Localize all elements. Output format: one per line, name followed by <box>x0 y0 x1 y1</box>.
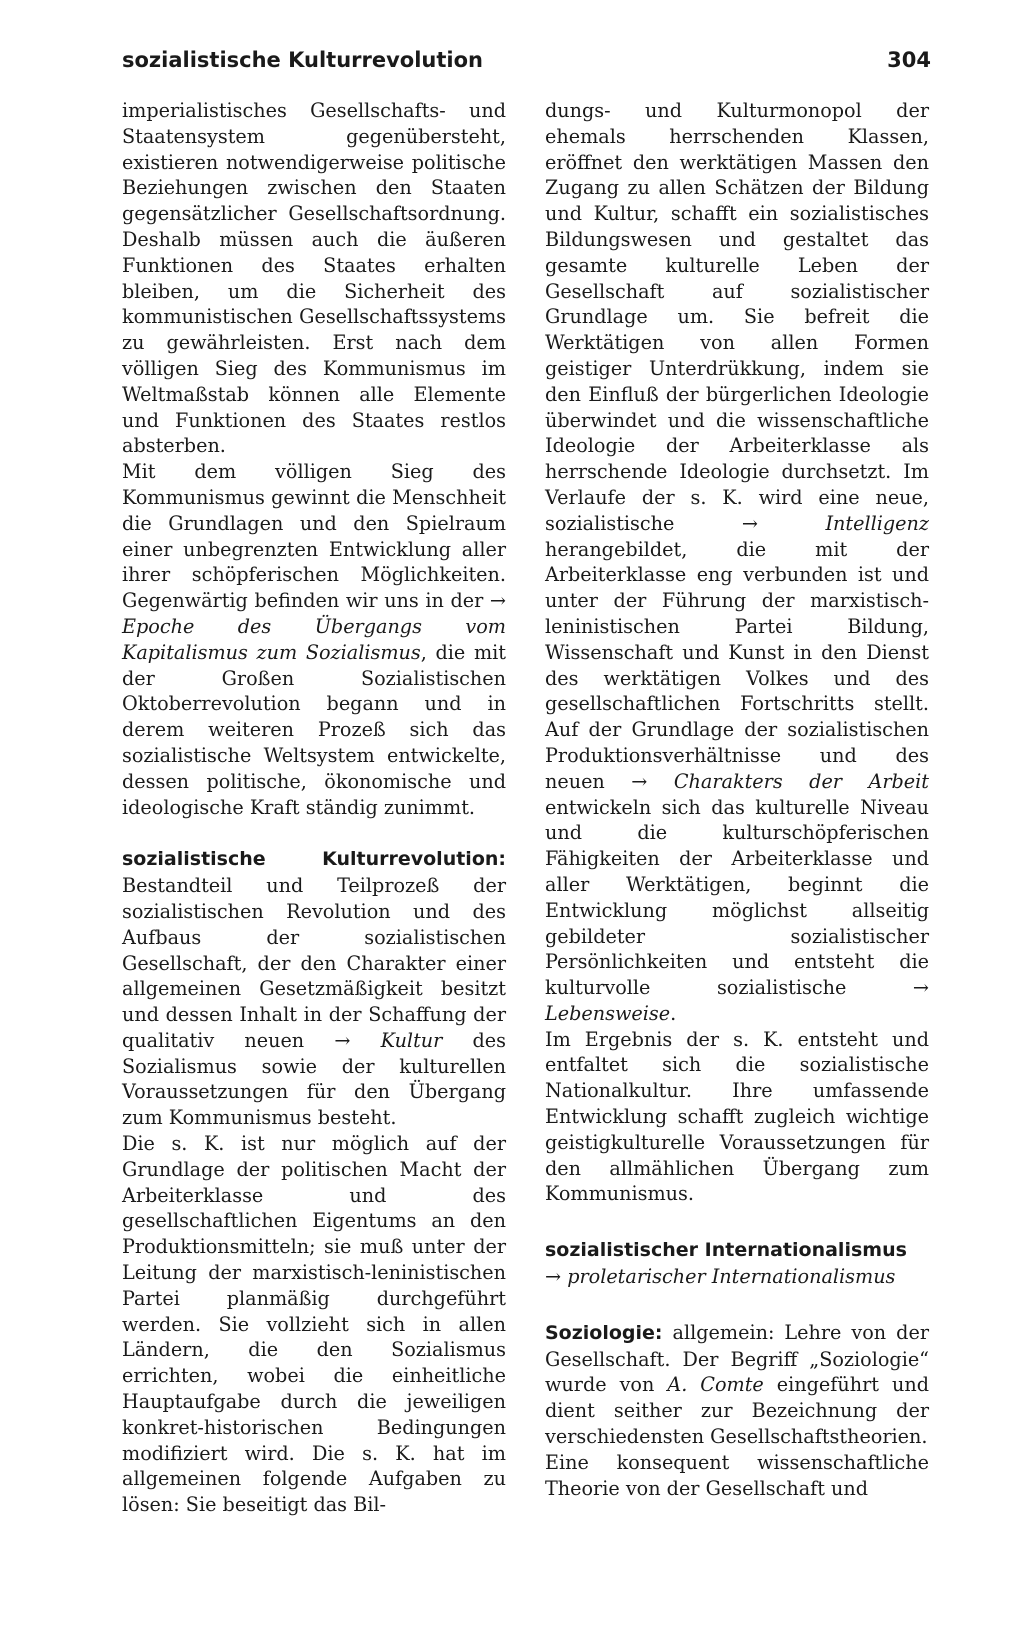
paragraph-text: Die s. K. ist nur möglich auf der Grundlage der politischen Macht der Arbeiterklasse und des gesellschaftlichen Eigentums an den Produktionsmitteln; sie muß unter der Leitung der marxistisch-leninistischen Partei planmäßig durchgeführt werden. Sie vollzieht sich in allen Ländern, die den Sozialismus errichten, wobei die einheitliche Hauptaufgabe durch die jeweiligen konkret-historischen Bedingungen modifiziert wird. Die s. K. hat im allgemeinen folgende Aufgaben zu lösen: Sie beseitigt das Bil- <box>122 1132 506 1517</box>
paragraph-text: imperialistisches Gesellschafts- und Staatensystem gegenübersteht, existieren notwendigerweise politische Beziehungen zwischen den Staaten gegensätzlicher Gesellschaftsordnung. Deshalb müssen auch die äußeren Funktionen des Staates erhalten bleiben, um die Sicherheit des kommunistischen Gesellschaftssystems zu gewährleisten. Erst nach dem völligen Sieg des Kommunismus im Weltmaßstab können alle Elemente und Funktionen des Staates restlos absterben. <box>122 99 506 458</box>
paragraph <box>122 1131 506 1518</box>
entry-internationalismus <box>545 1237 929 1290</box>
entry-headword: sozialistischer Internationalismus <box>545 1239 907 1262</box>
person-name: A. Comte <box>667 1373 764 1397</box>
paragraph <box>545 1450 929 1502</box>
paragraph-text: entwickeln sich das kulturelle Niveau und die kulturschöpferischen Fähigkeiten der Arbeiterklasse und aller Werktätigen, beginnt die Entwicklung möglichst allseitig gebildeter sozialistischer Persönlichkeiten und entsteht die kulturvolle sozialistische <box>545 795 929 1000</box>
paragraph-text: Bestandteil und Teilprozeß der sozialistischen Revolution und des Aufbaus der sozialistischen Gesellschaft, der den Charakter einer allgemeinen Gesetzmäßigkeit besitzt und dessen Inhalt in der Schaffung der qualitativ neuen <box>122 874 506 1052</box>
paragraph-text: dungs- und Kulturmonopol der ehemals herrschenden Klassen, eröffnet den werktätigen Massen den Zugang zu allen Schätzen der Bildung und Kultur, schafft ein sozialistisches Bildungswesen und gestaltet das gesamte kulturelle Leben der Gesellschaft auf sozialistischer Grundlage um. Sie befreit die Werktätigen von allen Formen geistiger Unterdrükkung, indem sie den Einfluß der bürgerlichen Ideologie überwindet und die wissenschaftliche Ideologie der Arbeiterklasse als herrschende Ideologie durchsetzt. Im Verlaufe der s. K. wird eine neue, sozialistische <box>545 99 929 535</box>
page-number: 304 <box>887 48 931 72</box>
arrow-icon: → <box>741 511 758 535</box>
entry-soziologie <box>545 1320 929 1450</box>
left-column <box>122 98 506 1518</box>
entry-headword: sozialistische Kulturrevolution: <box>122 848 506 871</box>
arrow-icon: → <box>631 769 648 793</box>
arrow-icon: → <box>912 976 929 1000</box>
running-head-title: sozialistische Kulturrevolution <box>122 48 483 72</box>
entry-kulturrevolution <box>122 846 506 1131</box>
paragraph-text: des Sozialismus sowie der kulturellen Voraussetzungen für den Übergang zum Kommunismus besteht. <box>122 1028 507 1130</box>
arrow-icon: → <box>545 1265 562 1289</box>
paragraph-text: , die mit der Großen Sozialistischen Oktoberrevolution begann und in derem weiteren Prozeß sich das sozialistische Weltsystem entwickelte, dessen politische, ökonomische und ideologische Kraft ständig zunimmt. <box>122 640 506 819</box>
paragraph-text: . <box>670 1001 677 1025</box>
cross-reference: Epoche des Übergangs vom Kapitalismus zum Sozialismus <box>122 614 506 664</box>
cross-reference: Lebensweise <box>545 1001 671 1025</box>
paragraph-text: allgemein: Lehre von der Gesellschaft. Der Begriff „Soziologie“ wurde von <box>545 1320 929 1397</box>
paragraph-text: Im Ergebnis der s. K. entsteht und entfaltet sich die sozialistische Nationalkultur. Ihre umfassende Entwicklung schafft zugleich wichtige geistigkulturelle Voraussetzungen für den allmählichen Übergang zum Kommunismus. <box>545 1027 929 1206</box>
paragraph <box>545 1027 929 1208</box>
cross-reference: proletarischer Internationalismus <box>567 1265 896 1289</box>
right-column <box>545 98 929 1501</box>
arrow-icon: → <box>489 589 506 613</box>
arrow-icon: → <box>334 1028 351 1052</box>
entry-headword: Soziologie: <box>545 1321 663 1344</box>
cross-reference: Charakters der Arbeit <box>673 769 929 793</box>
cross-reference: Kultur <box>380 1028 443 1052</box>
running-head <box>122 48 931 82</box>
paragraph <box>122 98 506 459</box>
paragraph <box>545 98 929 1027</box>
paragraph-text: herangebildet, die mit der Arbeiterklasse eng verbunden ist und unter der Führung der marxistisch-leninistischen Partei Bildung, Wissenschaft und Kunst in den Dienst des werktätigen Volkes und des gesellschaftlichen Fortschritts stellt. Auf der Grundlage der sozialistischen Produktionsverhältnisse und des neuen <box>545 537 929 793</box>
paragraph-text: eingeführt und dient seither zur Bezeichnung der verschiedensten Gesellschaftstheorien. <box>545 1373 929 1449</box>
paragraph <box>122 459 506 820</box>
paragraph-text: Mit dem völligen Sieg des Kommunismus gewinnt die Menschheit die Grundlagen und den Spielraum einer unbegrenzten Entwicklung aller ihrer schöpferischen Möglichkeiten. Gegenwärtig befinden wir uns in der <box>122 460 506 613</box>
cross-reference: Intelligenz <box>825 511 929 535</box>
paragraph-text: Eine konsequent wissenschaftliche Theorie von der Gesellschaft und <box>545 1450 929 1500</box>
